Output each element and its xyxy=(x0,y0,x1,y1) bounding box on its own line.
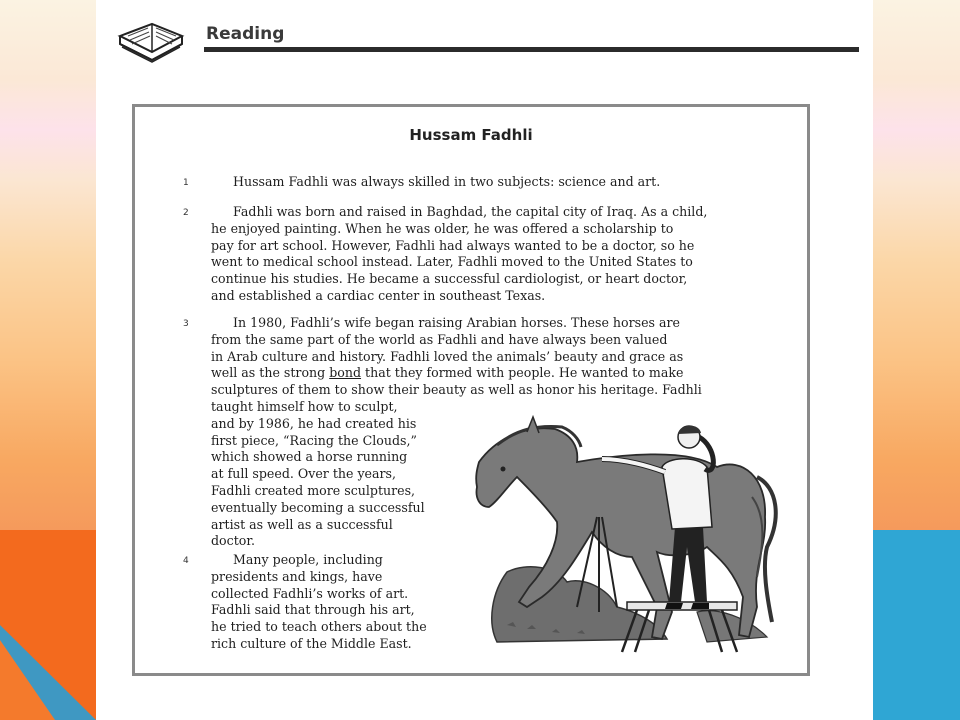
text-line: and established a cardiac center in southeast Texas. xyxy=(211,287,546,303)
text-line: which showed a horse running xyxy=(211,449,408,465)
text-line: and by 1986, he had created his xyxy=(211,415,417,431)
text-line: pay for art school. However, Fadhli had always wanted to be a doctor, so he xyxy=(211,237,695,253)
decor-blue-band xyxy=(873,530,960,720)
text-line: went to medical school instead. Later, Fadhli moved to the United States to xyxy=(211,254,693,270)
text-line: he tried to teach others about the xyxy=(211,619,427,635)
paragraph-number: 2 xyxy=(183,208,189,218)
paragraph-1 xyxy=(233,174,660,191)
text-line: first piece, “Racing the Clouds,” xyxy=(211,432,417,448)
text-line: doctor. xyxy=(211,533,255,549)
text-line: Fadhli created more sculptures, xyxy=(211,482,416,498)
text-line xyxy=(211,365,702,382)
text-line: Many people, including xyxy=(233,552,383,567)
text-line: Fadhli said that through his art, xyxy=(211,602,415,618)
text-line: taught himself how to sculpt, xyxy=(211,398,398,414)
text-line: eventually becoming a successful xyxy=(211,499,425,515)
text-line: sculptures of them to show their beauty as well as honor his heritage. Fadhli xyxy=(211,382,702,398)
paragraph-number: 1 xyxy=(183,178,189,188)
text-line: from the same part of the world as Fadhli and have always been valued xyxy=(211,331,668,347)
section-title: Reading xyxy=(206,24,285,44)
paragraph-number: 3 xyxy=(183,319,189,329)
text-line: collected Fadhli’s works of art. xyxy=(211,585,409,601)
paragraph-number: 4 xyxy=(183,556,189,566)
worksheet-page xyxy=(96,0,873,720)
vocabulary-word-bond: bond xyxy=(329,365,362,381)
text-line: Fadhli was born and raised in Baghdad, the capital city of Iraq. As a child, xyxy=(233,204,708,219)
text-line: In 1980, Fadhli’s wife began raising Arabian horses. These horses are xyxy=(233,315,680,330)
sculptor-horse-illustration xyxy=(467,407,787,657)
story-title: Hussam Fadhli xyxy=(409,126,533,144)
paragraph-2 xyxy=(211,204,707,305)
text-line: presidents and kings, have xyxy=(211,568,383,584)
text-line: in Arab culture and history. Fadhli loved the animals’ beauty and grace as xyxy=(211,348,684,364)
reading-passage-box xyxy=(132,104,810,676)
text-line: continue his studies. He became a successful cardiologist, or heart doctor, xyxy=(211,271,688,287)
open-book-icon xyxy=(116,14,186,66)
decor-orange-band xyxy=(0,530,96,720)
paragraph-4 xyxy=(211,552,427,653)
decor-orange-triangle xyxy=(0,640,55,720)
text-line: at full speed. Over the years, xyxy=(211,466,397,482)
text-line: he enjoyed painting. When he was older, he was offered a scholarship to xyxy=(211,220,674,236)
text-run: that they formed with people. He wanted to make xyxy=(361,365,684,381)
title-rule xyxy=(204,47,859,52)
text-line: artist as well as a successful xyxy=(211,516,393,532)
text-line: rich culture of the Middle East. xyxy=(211,635,412,651)
text-line: Hussam Fadhli was always skilled in two subjects: science and art. xyxy=(233,174,661,189)
text-run: well as the strong xyxy=(211,365,330,381)
